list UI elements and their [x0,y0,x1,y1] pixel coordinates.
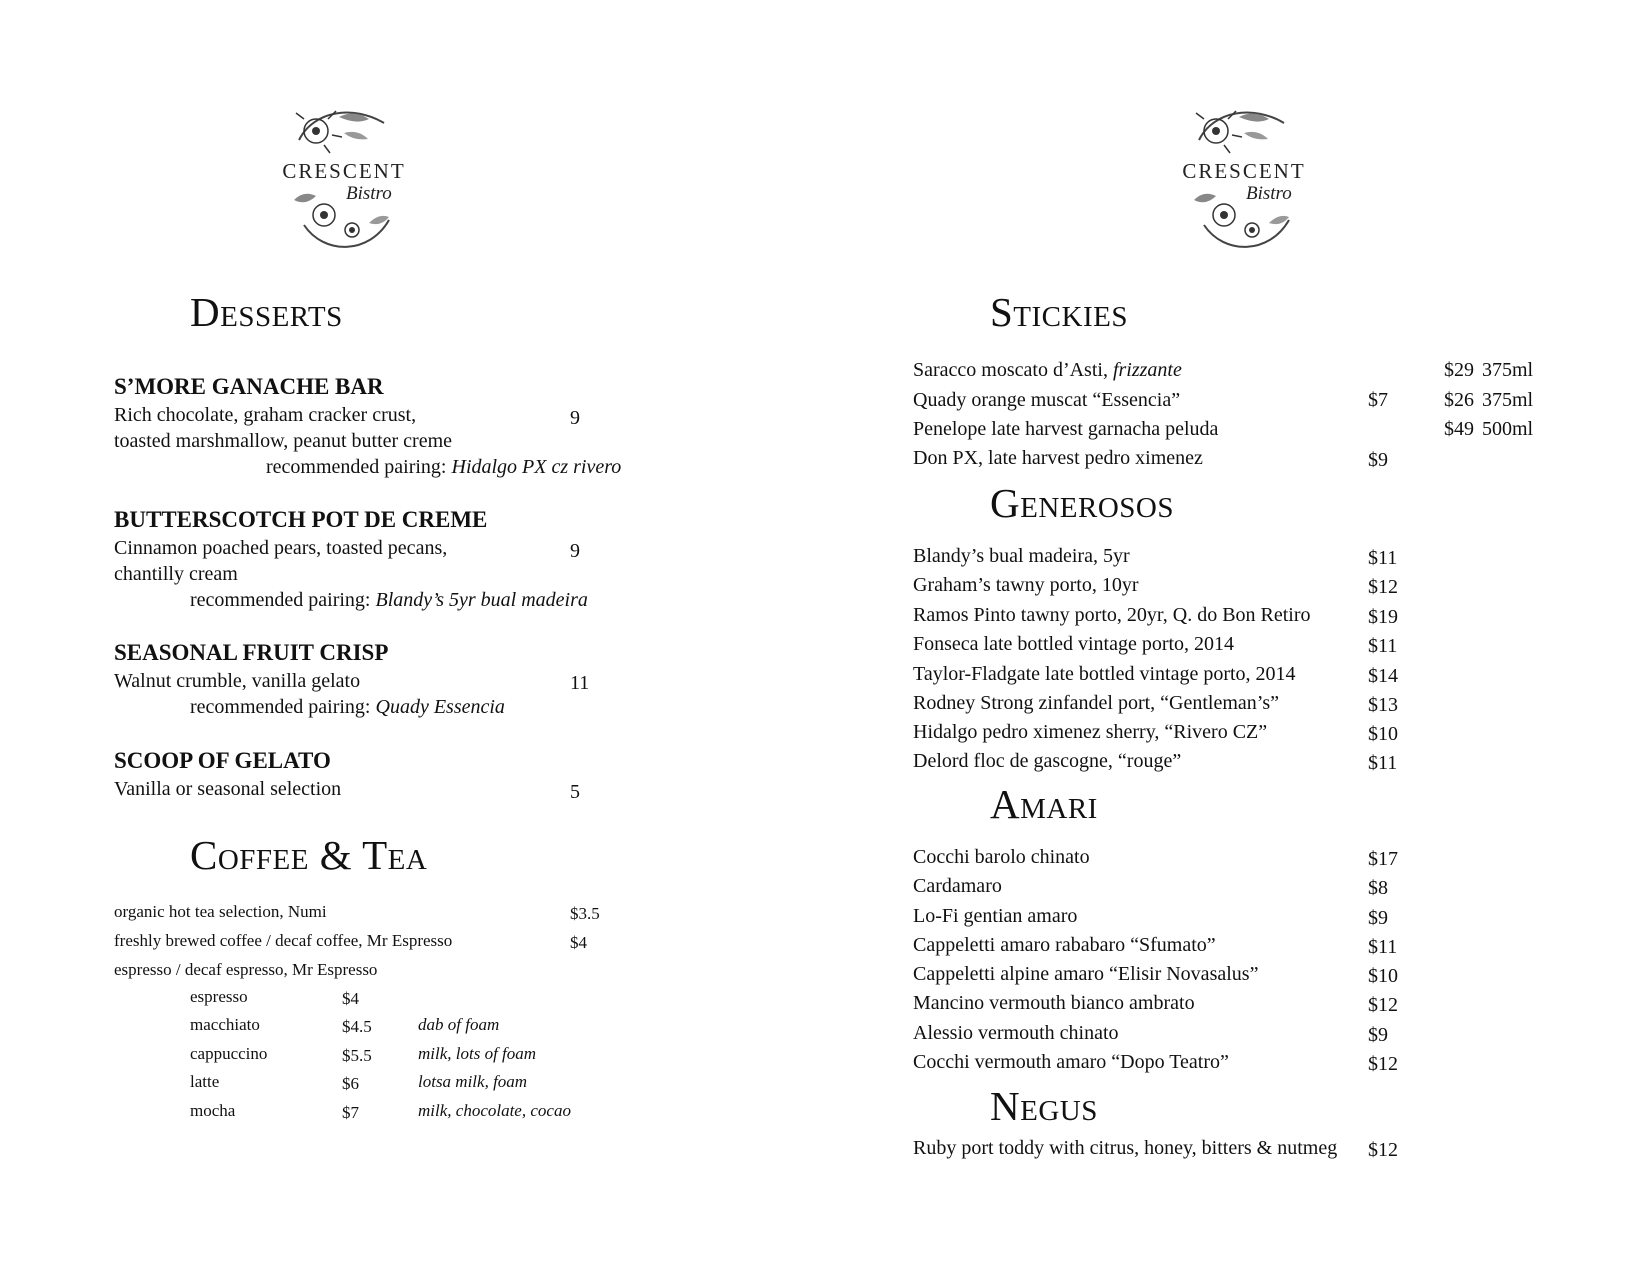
wine-name: Fonseca late bottled vintage porto, 2014 [913,633,1235,655]
bottle-size: 375ml [1482,359,1534,381]
espresso-price: $7 [342,1103,359,1122]
espresso-note: milk, lots of foam [418,1044,537,1063]
glass-price: $10 [1368,965,1398,987]
glass-price: $12 [1368,994,1398,1016]
dessert-pairing [190,589,588,612]
dessert-description: Vanilla or seasonal selection [114,778,342,800]
wine-name [913,359,1182,382]
wine-name: Quady orange muscat “Essencia” [913,389,1181,411]
glass-price: $12 [1368,576,1398,598]
coffee-item: freshly brewed coffee / decaf coffee, Mr Espresso [114,931,453,950]
dessert-name: SCOOP OF GELATO [114,748,331,773]
glass-price: $11 [1368,936,1398,958]
wine-style: frizzante [1112,359,1182,381]
amari-heading: Amari [990,781,1098,827]
coffee-item: organic hot tea selection, Numi [114,902,327,921]
coffee-price: $3.5 [570,904,600,923]
bottle-size: 500ml [1482,418,1534,440]
wine-name: Cappeletti alpine amaro “Elisir Novasalus” [913,963,1259,985]
dessert-price: 9 [570,540,580,562]
glass-price: $12 [1368,1139,1398,1161]
desserts-heading: Desserts [190,289,343,335]
logo-subname: Bistro [1246,183,1292,204]
bottle-price: $26 [1444,389,1474,411]
espresso-drink: latte [190,1072,220,1091]
wine-name: Alessio vermouth chinato [913,1022,1119,1044]
glass-price: $8 [1368,877,1388,899]
dessert-price: 5 [570,781,580,803]
espresso-note: dab of foam [418,1015,500,1034]
glass-price: $11 [1368,752,1398,774]
wine-name: Cocchi barolo chinato [913,846,1090,868]
espresso-price: $4 [342,989,359,1008]
dessert-pairing [190,696,505,719]
dessert-name: SEASONAL FRUIT CRISP [114,640,389,665]
wine-name: Rodney Strong zinfandel port, “Gentleman’s” [913,692,1280,714]
pairing-wine: Hidalgo PX cz rivero [451,456,622,478]
glass-price: $12 [1368,1053,1398,1075]
logo-subname: Bistro [346,183,392,204]
pairing-label: recommended pairing: [266,456,447,478]
dessert-name: S’MORE GANACHE BAR [114,374,384,399]
pairing-wine: Quady Essencia [375,696,505,718]
espresso-price: $6 [342,1074,359,1093]
espresso-drink: cappuccino [190,1044,268,1063]
glass-price: $11 [1368,547,1398,569]
glass-price: $7 [1368,389,1388,411]
wine-name: Taylor-Fladgate late bottled vintage porto, 2014 [913,663,1296,685]
glass-price: $14 [1368,665,1398,687]
glass-price: $19 [1368,606,1398,628]
glass-price: $10 [1368,723,1398,745]
bottle-size: 375ml [1482,389,1534,411]
bottle-price: $29 [1444,359,1474,381]
espresso-note: milk, chocolate, cocao [418,1101,571,1120]
dessert-description: Walnut crumble, vanilla gelato [114,670,361,692]
glass-price: $9 [1368,907,1388,929]
wine-name: Penelope late harvest garnacha peluda [913,418,1219,440]
bottle-price: $49 [1444,418,1474,440]
glass-price: $17 [1368,848,1398,870]
dessert-description: chantilly cream [114,563,238,585]
dessert-description: toasted marshmallow, peanut butter creme [114,430,453,452]
restaurant-logo [1174,105,1314,255]
wine-name: Ruby port toddy with citrus, honey, bitters & nutmeg [913,1137,1338,1159]
dessert-price: 11 [570,672,590,694]
wine-name: Hidalgo pedro ximenez sherry, “Rivero CZ” [913,721,1268,743]
glass-price: $13 [1368,694,1398,716]
pairing-label: recommended pairing: [190,589,371,611]
dessert-description: Rich chocolate, graham cracker crust, [114,404,417,426]
pairing-wine: Blandy’s 5yr bual madeira [375,589,588,611]
wine-name: Delord floc de gascogne, “rouge” [913,750,1182,772]
wine-name: Blandy’s bual madeira, 5yr [913,545,1130,567]
wine-name: Mancino vermouth bianco ambrato [913,992,1195,1014]
wine-name: Lo-Fi gentian amaro [913,905,1078,927]
espresso-drink: mocha [190,1101,236,1120]
stickies-heading: Stickies [990,289,1128,335]
glass-price: $11 [1368,635,1398,657]
espresso-drink: macchiato [190,1015,260,1034]
wine-name: Cardamaro [913,875,1002,897]
espresso-price: $5.5 [342,1046,372,1065]
espresso-drink: espresso [190,987,248,1006]
generosos-heading: Generosos [990,480,1174,526]
coffee-item: espresso / decaf espresso, Mr Espresso [114,960,378,979]
dessert-pairing [266,456,621,479]
wine-name: Cocchi vermouth amaro “Dopo Teatro” [913,1051,1229,1073]
glass-price: $9 [1368,449,1388,471]
dessert-price: 9 [570,407,580,429]
restaurant-logo [274,105,414,255]
wine-name-text: Saracco moscato d’Asti, [913,359,1108,381]
wine-name: Ramos Pinto tawny porto, 20yr, Q. do Bon Retiro [913,604,1311,626]
wine-name: Cappeletti amaro rababaro “Sfumato” [913,934,1216,956]
coffee-tea-heading: Coffee & Tea [190,832,428,878]
dessert-description: Cinnamon poached pears, toasted pecans, [114,537,448,559]
logo-name: CRESCENT [1182,159,1306,183]
wine-name: Graham’s tawny porto, 10yr [913,574,1139,596]
negus-heading: Negus [990,1083,1098,1129]
glass-price: $9 [1368,1024,1388,1046]
logo-name: CRESCENT [282,159,406,183]
espresso-price: $4.5 [342,1017,372,1036]
espresso-note: lotsa milk, foam [418,1072,528,1091]
wine-name: Don PX, late harvest pedro ximenez [913,447,1203,469]
dessert-name: BUTTERSCOTCH POT DE CREME [114,507,488,532]
pairing-label: recommended pairing: [190,696,371,718]
coffee-price: $4 [570,933,587,952]
